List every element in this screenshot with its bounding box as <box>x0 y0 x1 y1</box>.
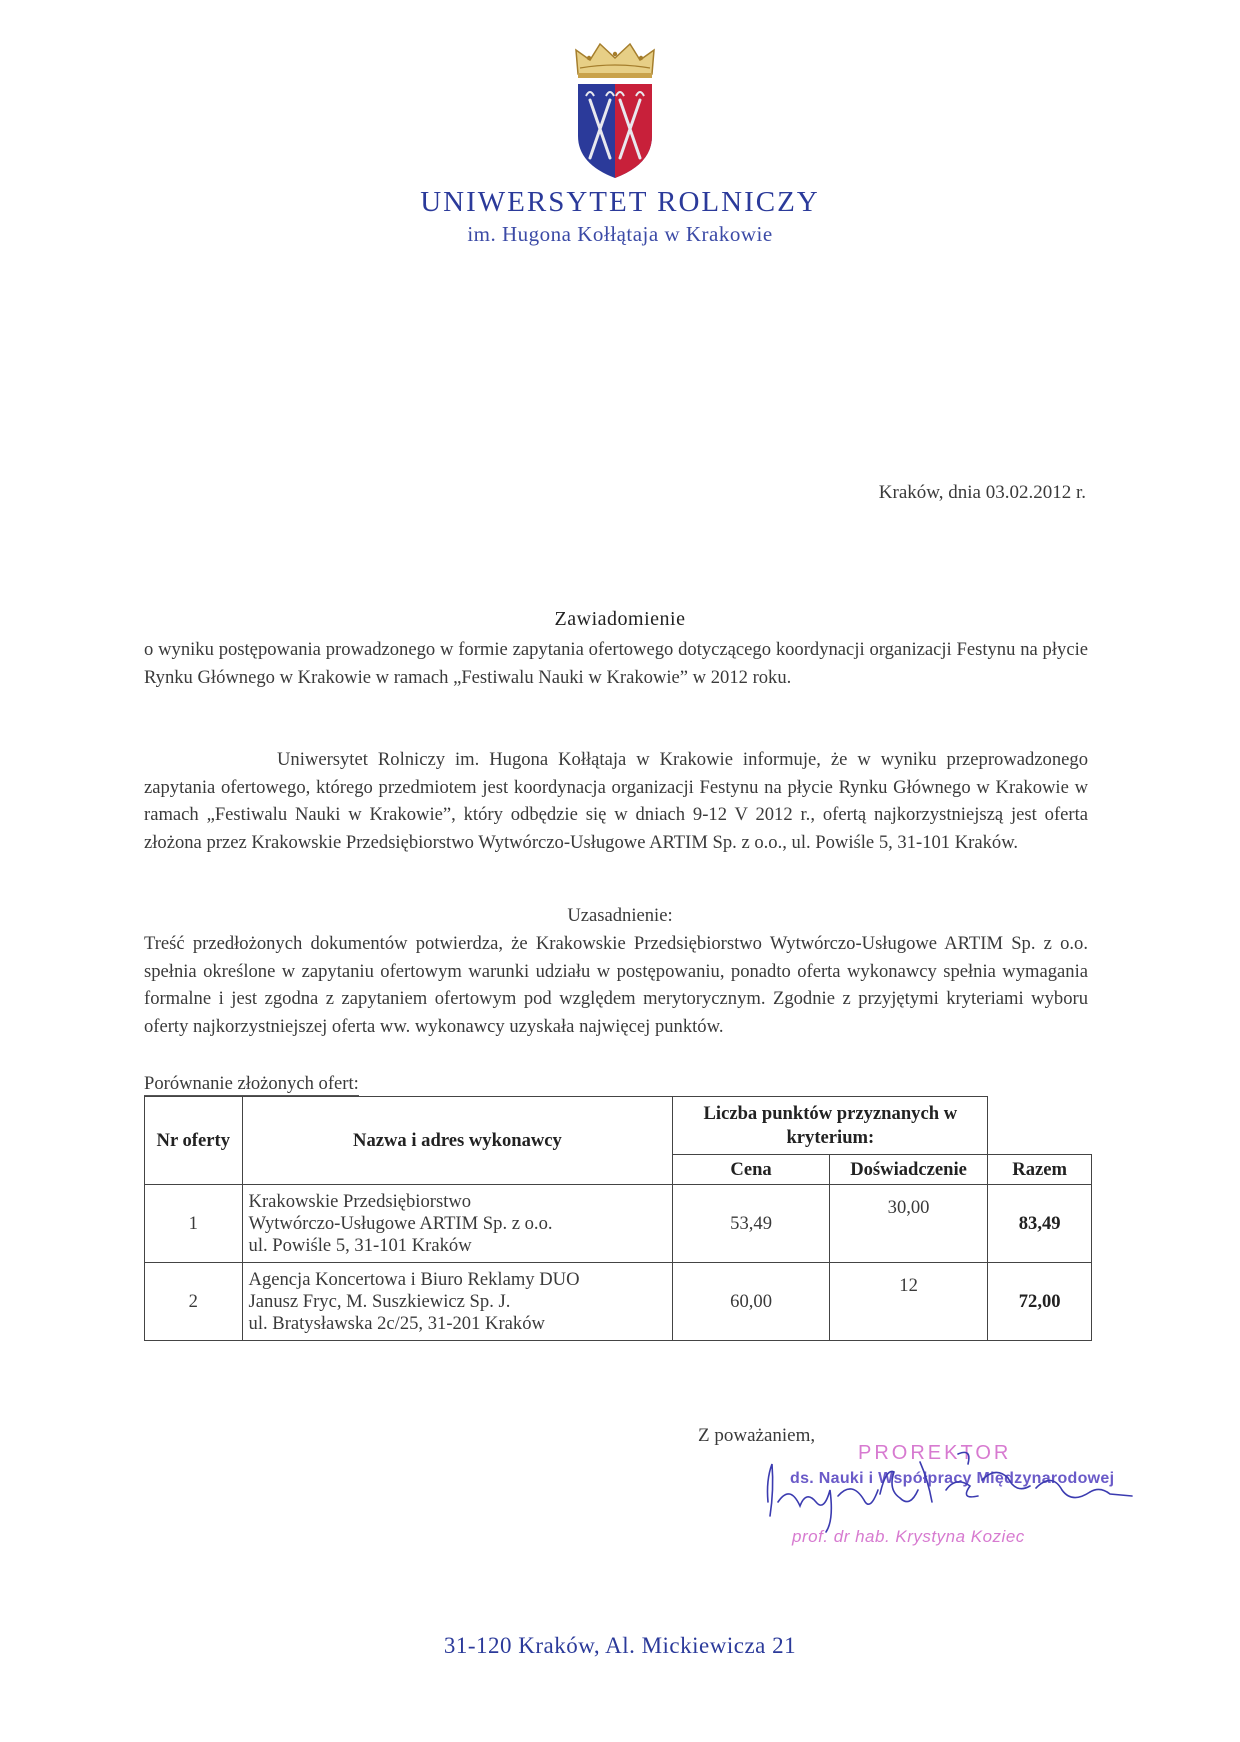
row-total: 83,49 <box>988 1185 1092 1263</box>
letter-title: Zawiadomienie <box>554 608 686 630</box>
header-total: Razem <box>988 1155 1092 1185</box>
header-experience: Doświadczenie <box>829 1155 988 1185</box>
row-offer-no: 1 <box>145 1185 243 1263</box>
header-offer-no: Nr oferty <box>145 1097 243 1185</box>
university-name: UNIWERSYTET ROLNICZY <box>420 186 820 218</box>
stamp-name: prof. dr hab. Krystyna Koziec <box>792 1527 1025 1546</box>
contractor-line: Agencja Koncertowa i Biuro Reklamy DUO <box>248 1268 580 1290</box>
row-experience: 12 <box>829 1263 988 1341</box>
table-row <box>145 1263 1092 1341</box>
comparison-label: Porównanie złożonych ofert: <box>144 1073 359 1094</box>
justification <box>144 930 1088 1040</box>
contractor-line: Janusz Fryc, M. Suszkiewicz Sp. J. <box>248 1290 511 1312</box>
row-price: 53,49 <box>673 1185 829 1263</box>
letter-subject <box>144 636 1088 691</box>
contractor-line: Krakowskie Przedsiębiorstwo <box>248 1190 472 1212</box>
university-crest-logo <box>572 40 658 180</box>
row-contractor <box>242 1185 673 1263</box>
letter-date: Kraków, dnia 03.02.2012 r. <box>878 482 1086 503</box>
footer-address: 31-120 Kraków, Al. Mickiewicza 21 <box>443 1633 797 1658</box>
subject-text: o wyniku postępowania prowadzonego w formie zapytania ofertowego dotyczącego koordynacji organizacji Festynu na płycie Rynku Głównego w Krakowie w ramach „Festiwalu Nauki w Krakowie” w 2012 roku. <box>144 639 1088 688</box>
row-price: 60,00 <box>673 1263 829 1341</box>
justification-text: Treść przedłożonych dokumentów potwierdza, że Krakowskie Przedsiębiorstwo Wytwórczo-Usługowe ARTIM Sp. z o.o. spełnia określone w zapytaniu ofertowym warunki udziału w postępowaniu, ponadto oferta wykonawcy spełnia wymagania formalne i jest zgodna z zapytaniem ofertowym pod względem merytorycznym. Zgodnie z przyjętymi kryteriami wyboru oferty najkorzystniejszej oferta ww. wykonawcy uzyskała najwięcej punktów. <box>144 933 1088 1037</box>
university-subtitle: im. Hugona Kołłątaja w Krakowie <box>467 222 773 246</box>
row-contractor <box>242 1263 673 1341</box>
header-empty-cell <box>988 1097 1092 1155</box>
row-offer-no: 2 <box>145 1263 243 1341</box>
row-total: 72,00 <box>988 1263 1092 1341</box>
header-price: Cena <box>673 1155 829 1185</box>
table-header-row <box>145 1097 1092 1155</box>
body-text: Uniwersytet Rolniczy im. Hugona Kołłątaja w Krakowie informuje, że w wyniku przeprowadzonego zapytania ofertowego, którego przedmiotem jest koordynacja organizacji Festynu na płycie Rynku Głównego w Krakowie w ramach „Festiwalu Nauki w Krakowie”, który odbędzie się w dniach 9-12 V 2012 r., ofertą najkorzystniejszą jest oferta złożona przez Krakowskie Przedsiębiorstwo Wytwórczo-Usługowe ARTIM Sp. z o.o., ul. Powiśle 5, 31-101 Kraków. <box>144 749 1088 853</box>
justification-heading: Uzasadnienie: <box>567 905 673 926</box>
stamp-title: PROREKTOR <box>858 1442 1012 1464</box>
closing-greeting: Z poważaniem, <box>698 1425 816 1446</box>
handwritten-signature <box>760 1450 1140 1536</box>
header-points-group: Liczba punktów przyznanych w kryterium: <box>673 1097 988 1155</box>
row-experience: 30,00 <box>829 1185 988 1263</box>
contractor-line: Wytwórczo-Usługowe ARTIM Sp. z o.o. <box>248 1212 553 1234</box>
offers-table <box>144 1096 1092 1341</box>
letter-body <box>144 746 1088 856</box>
header-contractor: Nazwa i adres wykonawcy <box>242 1097 673 1185</box>
stamp-line: ds. Nauki i Współpracy Międzynarodowej <box>790 1470 1115 1487</box>
contractor-line: ul. Bratysławska 2c/25, 31-201 Kraków <box>248 1312 545 1334</box>
table-row <box>145 1185 1092 1263</box>
contractor-line: ul. Powiśle 5, 31-101 Kraków <box>248 1234 472 1256</box>
